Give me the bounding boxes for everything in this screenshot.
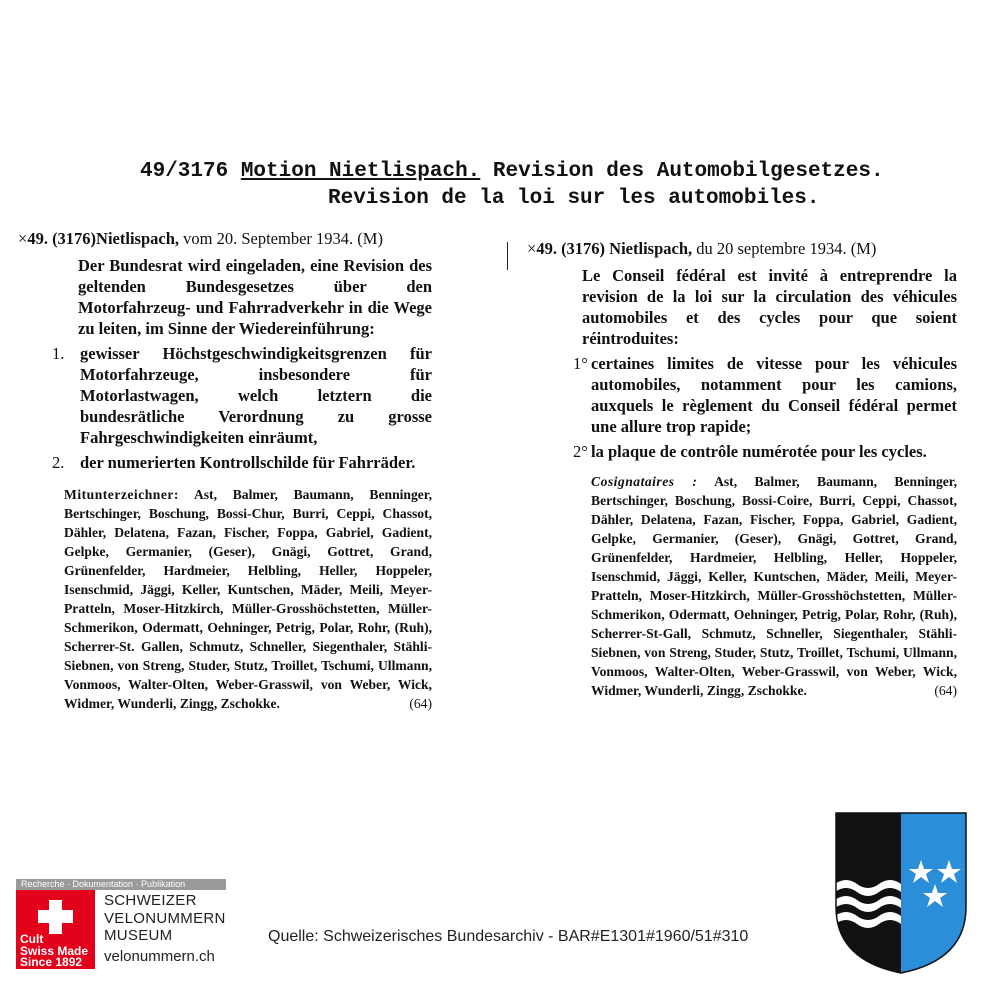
german-cosigners: Mitunterzeichner: Ast, Balmer, Baumann, Benninger, Bertschinger, Boschung, Bossi-Chur, Burri, Ceppi, Chassot, Dähler, Delatena, Fazan, Fischer, Foppa, Gabriel, Gadient, Gelpke, Germanier, (Geser), Gnägi, Gottret, Grand, Grünenfelder, Hardmeier, Helbling, Heller, Hoppeler, Isenschmid, Jäggi, Keller, Kuntschen, Mäder, Meili, Meyer-Pratteln, Moser-Hitzkirch, Müller-Grosshöchstetten, Müller-Schmerikon, Odermatt, Oehninger, Petrig, Polar, Rohr, (Ruh), Scherrer-St. Gallen, Schmutz, Schneller, Siegenthaler, Stähli-Siebnen, von Streng, Studer, Stutz, Troillet, Tschumi, Ullmann, Vonmoos, Walter-Olten, Weber-Grasswil, von Weber, Wick, Widmer, Wunderli, Zingg, Zschokke. (64) xyxy=(64,487,432,711)
museum-name: SCHWEIZER VELONUMMERN MUSEUM xyxy=(104,892,226,944)
logo-tagline-strip: Recherche · Dokumentation · Publikation xyxy=(16,879,226,890)
german-subject: Revision des Automobilgesetzes. xyxy=(492,160,884,183)
french-heading: ×49. (3176) Nietlispach, du 20 septembre 1934. (M) xyxy=(527,239,877,258)
french-column xyxy=(527,238,957,700)
german-intro: Der Bundesrat wird eingeladen, eine Revision des geltenden Bundesgesetzes über den Motorfahrzeug- und Fahrradverkehr in die Wege zu leiten, im Sinne der Wiedereinführung: xyxy=(78,256,432,338)
french-subject: Revision de la loi sur les automobiles. xyxy=(328,187,820,210)
margin-line xyxy=(507,242,508,270)
german-item-2: 2. der numerierten Kontrollschilde für Fahrräder. xyxy=(52,453,416,472)
french-cosigners: Cosignataires : Ast, Balmer, Baumann, Benninger, Bertschinger, Boschung, Bossi-Coire, Burri, Ceppi, Chassot, Dähler, Delatena, Fazan, Fischer, Foppa, Gabriel, Gadient, Gelpke, Germanier, (Geser), Gnägi, Gottret, Grand, Grünenfelder, Hardmeier, Helbling, Heller, Hoppeler, Isenschmid, Jäggi, Keller, Kuntschen, Mäder, Meili, Meyer-Pratteln, Moser-Hitzkirch, Müller-Grosshöchstetten, Müller-Schmerikon, Odermatt, Oehninger, Petrig, Polar, Rohr, (Ruh), Scherrer-St-Gall, Schmutz, Schneller, Siegenthaler, Stähli-Siebnen, von Streng, Studer, Stutz, Troillet, Tschumi, Ullmann, Vonmoos, Walter-Olten, Weber-Grasswil, von Weber, Wick, Widmer, Wunderli, Zingg, Zschokke. (64) xyxy=(591,474,957,698)
german-item-1: 1. gewisser Höchstgeschwindigkeitsgrenzen für Motorfahrzeuge, insbesondere für Motorlastwagen, welch letztern die bundesrätliche Verordnung zu grosse Fahrgeschwindigkeiten einräumt, xyxy=(52,344,432,447)
source-citation: Quelle: Schweizerisches Bundesarchiv - BAR#E1301#1960/51#310 xyxy=(268,928,749,945)
website-url: velonummern.ch xyxy=(104,948,215,965)
french-intro: Le Conseil fédéral est invité à entreprendre la revision de la loi sur la circulation des véhicules automobiles et des cycles pour que soient réintroduites: xyxy=(582,266,957,348)
swiss-cross-logo xyxy=(16,890,95,969)
title-line-1: 49/3176 Motion Nietlispach. Revision des Automobilgesetzes. xyxy=(140,160,884,183)
cross-horizontal xyxy=(38,910,73,923)
motion-name: Motion Nietlispach. xyxy=(240,160,481,183)
cult-swiss-made-text: Cult Swiss Made Since 1892 xyxy=(20,932,89,970)
french-item-2: 2° la plaque de contrôle numérotée pour les cycles. xyxy=(573,442,927,461)
aargau-coat-of-arms-icon xyxy=(835,812,967,974)
french-item-1: 1° certaines limites de vitesse pour les véhicules automobiles, notamment pour les camions, auxquels le règlement du Conseil fédéral permet une allure trop rapide; xyxy=(573,354,957,436)
german-count: (64) xyxy=(409,696,432,711)
document-title xyxy=(140,158,960,212)
french-count: (64) xyxy=(934,683,957,698)
german-heading: ×49. (3176)Nietlispach, vom 20. September 1934. (M) xyxy=(18,229,383,248)
german-column xyxy=(18,228,432,713)
